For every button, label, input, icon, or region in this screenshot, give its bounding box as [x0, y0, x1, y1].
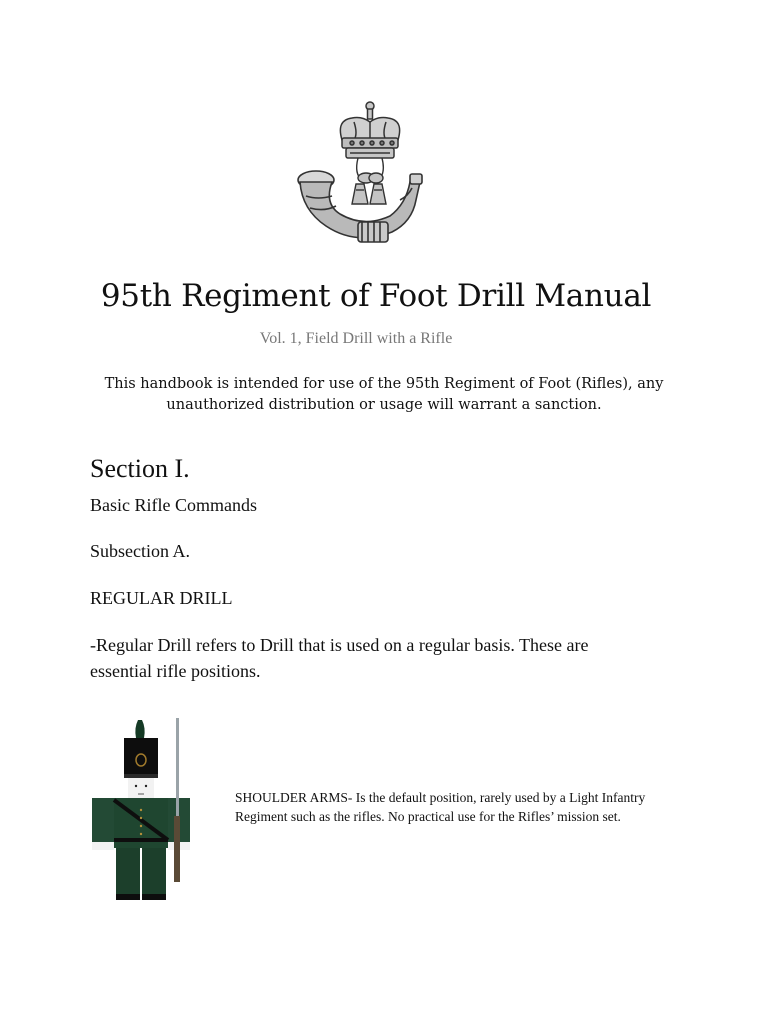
regimental-badge-icon: [296, 100, 426, 250]
shoulder-arms-caption: SHOULDER ARMS- Is the default position, rarely used by a Light Infantry Regiment such as the rifles. No practical use for the Rifles’ mission set.: [235, 790, 646, 824]
usage-notice: This handbook is intended for use of the 95th Regiment of Foot (Rifles), any unauthorized distribution or usage will warrant a sanction.: [104, 376, 664, 413]
section-heading: Section I.: [90, 454, 190, 483]
page-title: 95th Regiment of Foot Drill Manual: [100, 278, 652, 314]
section-name: Basic Rifle Commands: [90, 495, 257, 515]
rifleman-figure: [88, 716, 194, 904]
subsection-name: REGULAR DRILL: [90, 588, 233, 608]
page-subtitle: Vol. 1, Field Drill with a Rifle: [259, 330, 453, 347]
subsection-heading: Subsection A.: [90, 541, 191, 561]
regular-drill-paragraph: -Regular Drill refers to Drill that is used on a regular basis. These are essential rifle positions.: [90, 635, 589, 681]
crown-icon: [340, 102, 399, 158]
